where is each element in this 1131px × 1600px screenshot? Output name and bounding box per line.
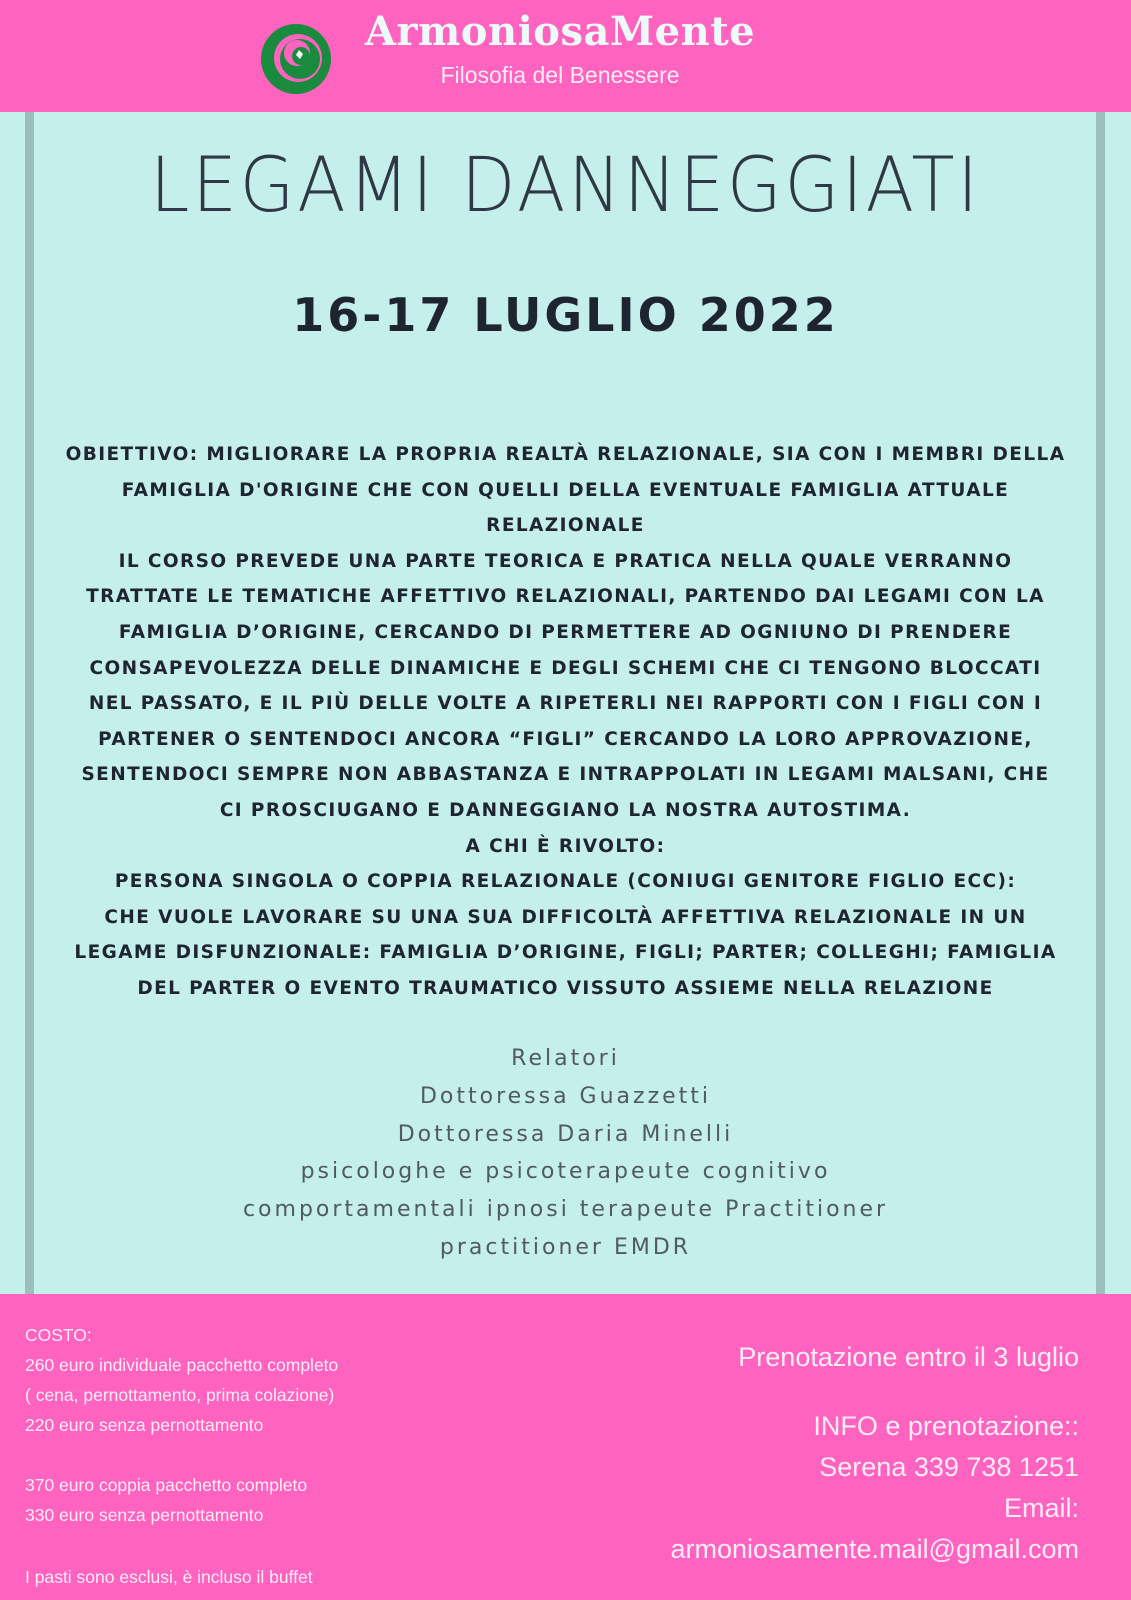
description-line: RELAZIONALE (486, 515, 645, 537)
description-line: CI PROSCIUGANO E DANNEGGIANO LA NOSTRA AUTOSTIMA. (219, 799, 912, 821)
description-line: DEL PARTER O EVENTO TRAUMATICO VISSUTO ASSIEME NELLA RELAZIONE (137, 977, 994, 999)
cost-note: I pasti sono esclusi, è incluso il buffet (25, 1567, 313, 1587)
brand-name: ArmoniosaMente (364, 8, 756, 55)
description-line: NEL PASSATO, E IL PIÙ DELLE VOLTE A RIPETERLI NEI RAPPORTI CON I FIGLI CON I (88, 693, 1043, 715)
description-line: PARTENER O SENTENDOCI ANCORA “FIGLI” CERCANDO LA LORO APPROVAZIONE, (98, 728, 1033, 750)
contact-email[interactable]: armoniosamente.mail@gmail.com (670, 1534, 1079, 1564)
description-line: TRATTATE LE TEMATICHE AFFETTIVO RELAZIONALI, PARTENDO DAI LEGAMI CON LA (86, 586, 1045, 608)
speaker-name: Dottoressa Guazzetti (419, 1083, 712, 1109)
description-line: A CHI È RIVOLTO: (465, 835, 666, 857)
cost-line: ( cena, pernottamento, prima colazione) (25, 1385, 335, 1405)
logo-icon (259, 22, 333, 96)
contact-section (670, 1342, 1079, 1565)
right-border (1096, 112, 1105, 1294)
description-line: PERSONA SINGOLA O COPPIA RELAZIONALE (CONIUGI GENITORE FIGLIO ECC): (114, 871, 1017, 893)
event-date: 16-17 LUGLIO 2022 (292, 288, 839, 342)
speaker-name: Dottoressa Daria Minelli (397, 1121, 734, 1147)
booking-deadline: Prenotazione entro il 3 luglio (738, 1342, 1079, 1372)
description-line: IL CORSO PREVEDE UNA PARTE TEORICA E PRATICA NELLA QUALE VERRANNO (118, 550, 1013, 572)
description-line: OBIETTIVO: MIGLIORARE LA PROPRIA REALTÀ RELAZIONALE, SIA CON I MEMBRI DELLA (65, 444, 1066, 465)
cost-line: 370 euro coppia pacchetto completo (25, 1475, 308, 1495)
speakers (40, 1040, 1091, 1267)
speakers-heading: Relatori (511, 1046, 620, 1071)
speaker-credentials: psicologhe e psicoterapeute cognitivo (300, 1159, 831, 1185)
description (50, 437, 1081, 1007)
description-line: LEGAME DISFUNZIONALE: FAMIGLIA D’ORIGINE, FIGLI; PARTER; COLLEGHI; FAMIGLIA (74, 942, 1057, 964)
description-line: FAMIGLIA D’ORIGINE, CERCANDO DI PERMETTERE AD OGNIUNO DI PRENDERE (118, 621, 1013, 643)
cost-section (25, 1320, 338, 1592)
description-line: SENTENDOCI SEMPRE NON ABBASTANZA E INTRAPPOLATI IN LEGAMI MALSANI, CHE (81, 764, 1050, 786)
cost-spacer (25, 1440, 338, 1470)
email-label: Email: (1003, 1493, 1079, 1523)
contact-phone: Serena 339 738 1251 (819, 1452, 1079, 1482)
info-label: INFO e prenotazione:: (813, 1411, 1079, 1441)
speaker-credentials: comportamentali ipnosi terapeute Practitioner (242, 1197, 889, 1223)
speaker-credentials: practitioner EMDR (439, 1234, 692, 1260)
cost-line: 220 euro senza pernottamento (25, 1415, 264, 1435)
page-title: LEGAMI DANNEGGIATI (150, 140, 981, 229)
cost-line: 260 euro individuale pacchetto completo (25, 1355, 339, 1375)
description-line: CONSAPEVOLEZZA DELLE DINAMICHE E DEGLI SCHEMI CHE CI TENGONO BLOCCATI (89, 657, 1042, 679)
cost-label: COSTO: (25, 1325, 92, 1345)
brand-tagline: Filosofia del Benessere (440, 62, 680, 88)
cost-line: 330 euro senza pernottamento (25, 1505, 264, 1525)
left-border (25, 112, 34, 1294)
description-line: CHE VUOLE LAVORARE SU UNA SUA DIFFICOLTÀ AFFETTIVA RELAZIONALE IN UN (104, 906, 1027, 928)
description-line: FAMIGLIA D'ORIGINE CHE CON QUELLI DELLA EVENTUALE FAMIGLIA ATTUALE (121, 479, 1010, 501)
